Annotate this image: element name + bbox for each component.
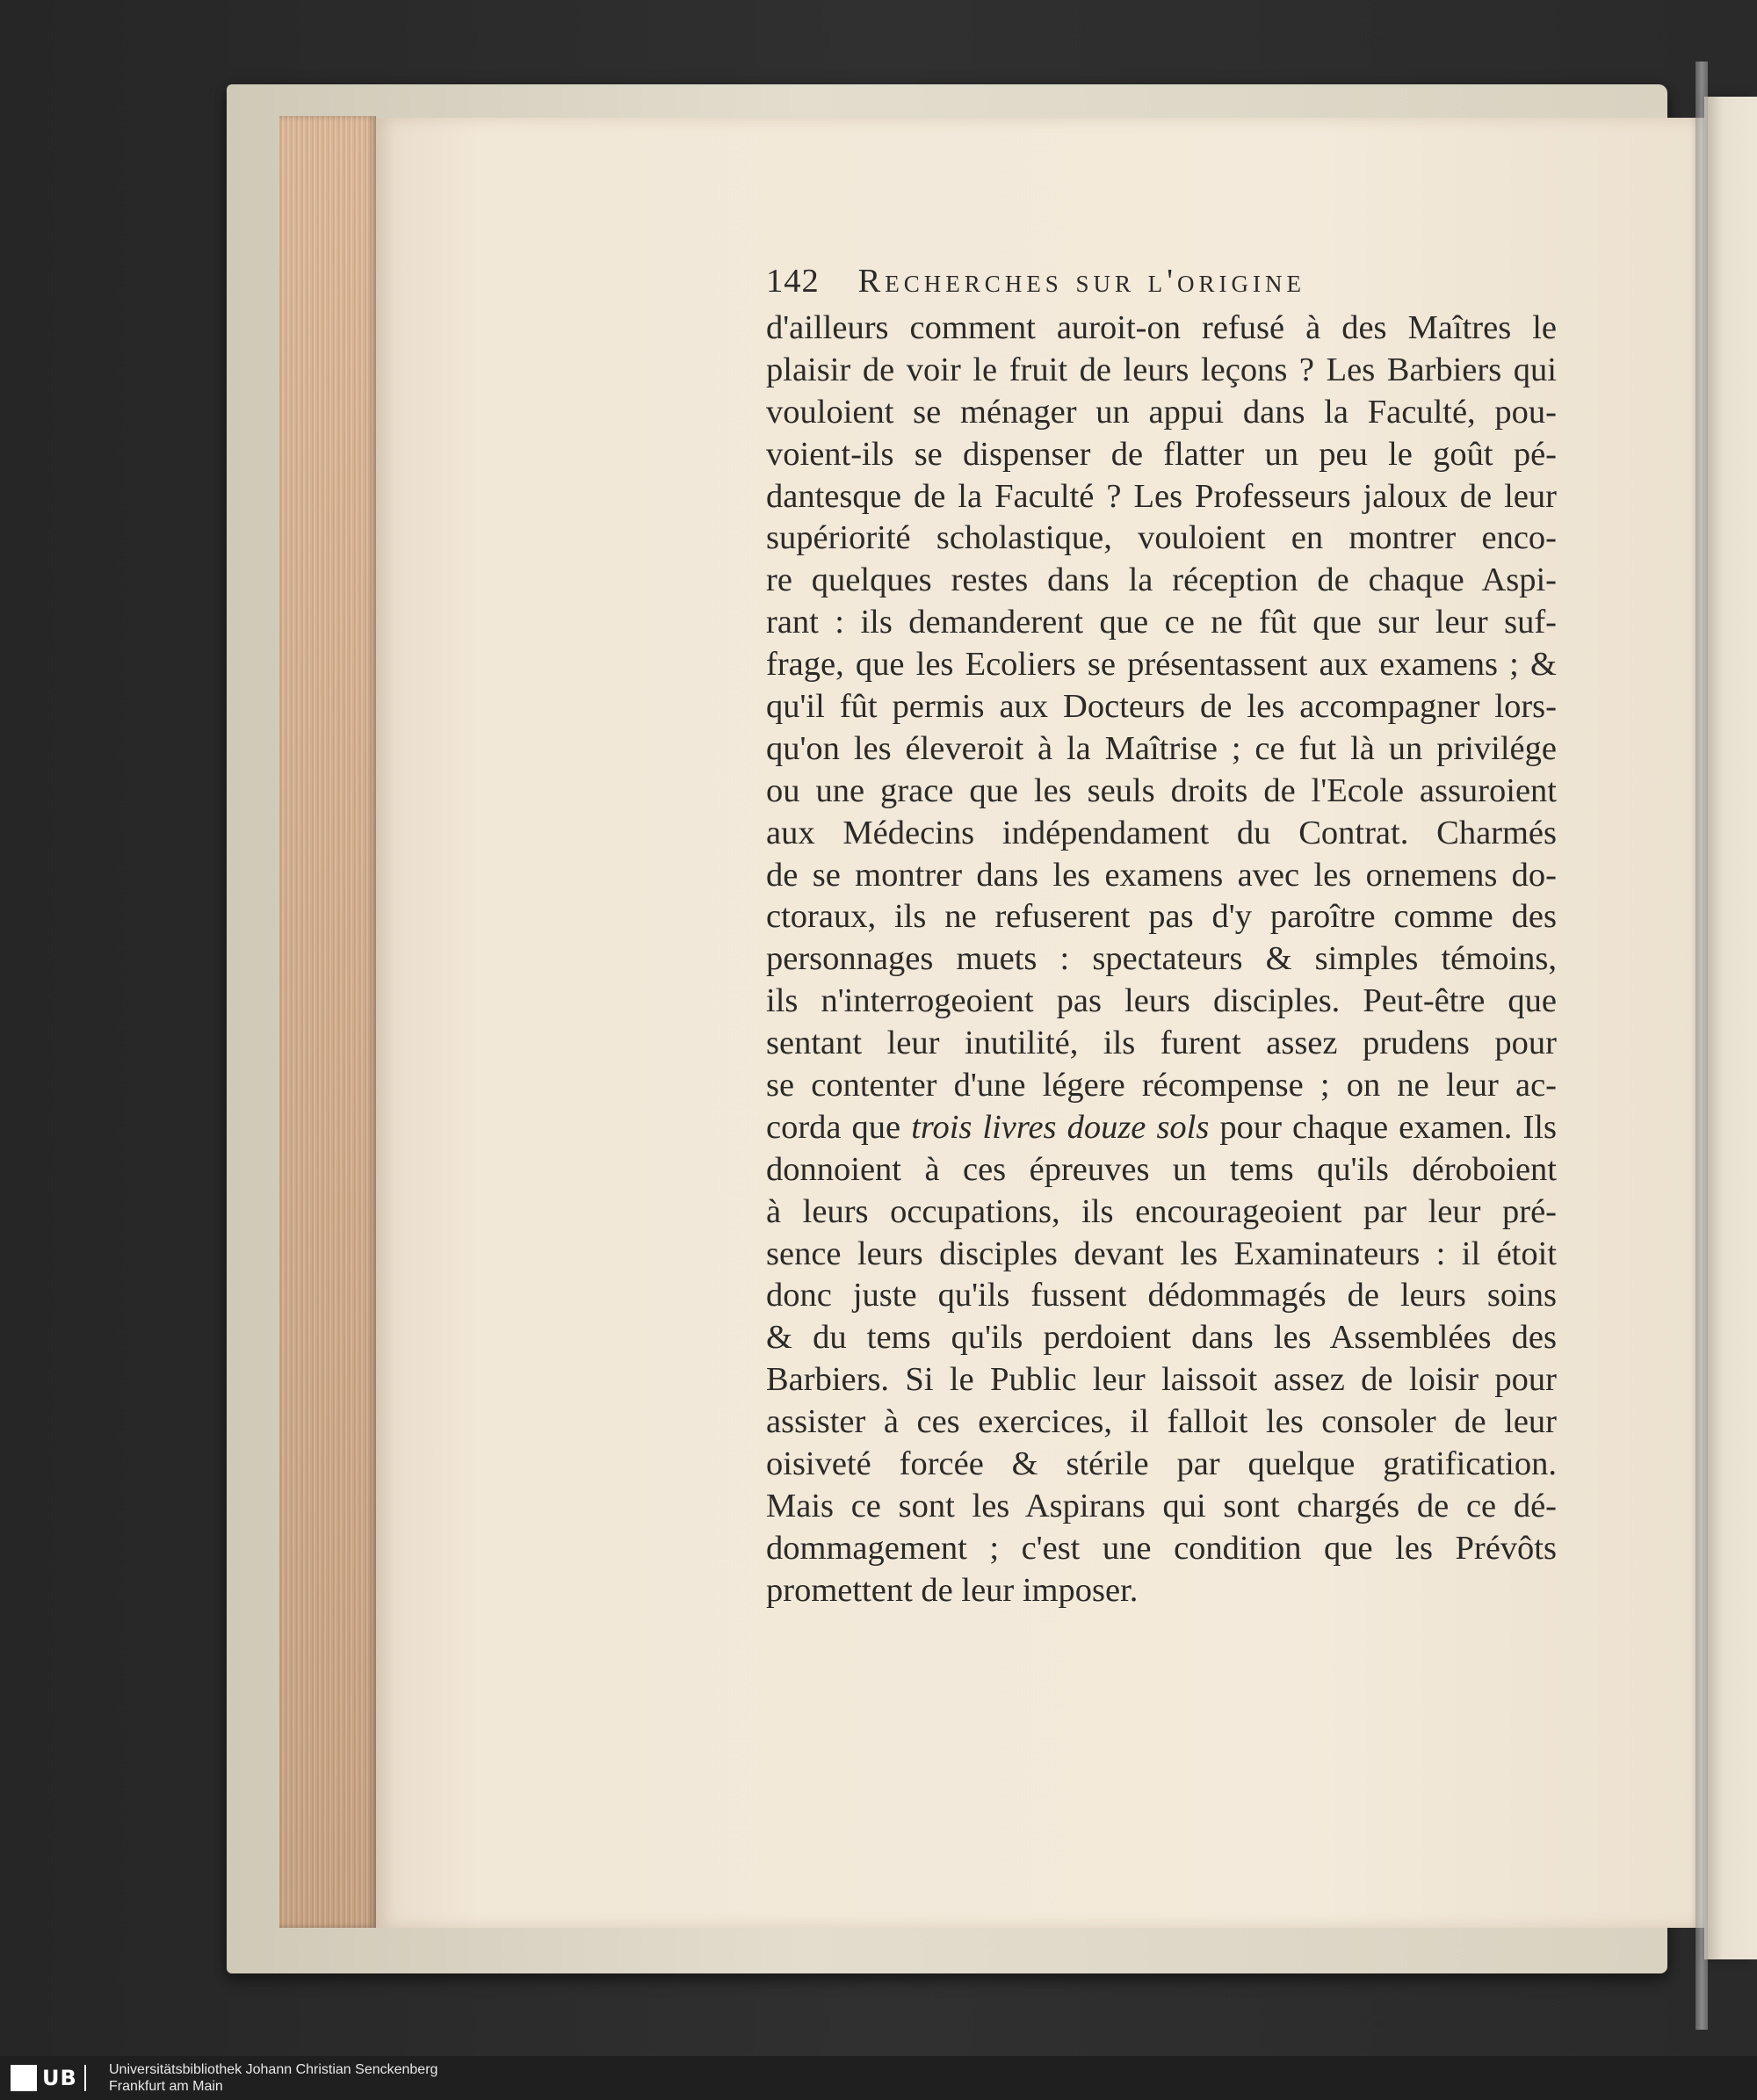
text-line: qu'on les éleveroit à la Maîtrise ; ce fut là un privilége	[766, 729, 1557, 767]
text-line: d'ailleurs comment auroit-on refusé à des Maîtres le	[766, 309, 1557, 346]
running-head	[766, 255, 1557, 308]
text-line: ils n'interrogeoient pas leurs disciples. Peut-être que	[766, 982, 1557, 1020]
text-line: donnoient à ces épreuves un tems qu'ils déroboient	[766, 1150, 1557, 1188]
page-number: 142	[766, 263, 820, 300]
text-line: donc juste qu'ils fussent dédommagés de leurs soins	[766, 1277, 1557, 1314]
text-line: Mais ce sont les Aspirans qui sont chargés de ce dé-	[766, 1487, 1557, 1524]
footer-bar	[0, 2056, 1757, 2100]
text-line-last: promettent de leur imposer.	[766, 1571, 1139, 1609]
text-line: se contenter d'une légere récompense ; on ne leur ac-	[766, 1067, 1557, 1104]
text-segment: corda que	[766, 1108, 912, 1146]
library-logo	[11, 2063, 86, 2093]
glass-clip	[1696, 62, 1708, 2030]
footer-credit	[109, 2061, 437, 2095]
facing-page-edge	[1704, 97, 1757, 1959]
text-line: Barbiers. Si le Public leur laissoit assez de loisir pour	[766, 1361, 1557, 1399]
text-line: frage, que les Ecoliers se présentassent aux examens ; &	[766, 646, 1557, 684]
page-block-edges	[279, 116, 376, 1928]
text-line: personnages muets : spectateurs & simples témoins,	[766, 940, 1557, 978]
logo-text: UB	[42, 2065, 86, 2091]
text-line: de se montrer dans les examens avec les ornemens do-	[766, 856, 1557, 894]
text-segment: pour chaque examen. Ils	[1209, 1108, 1557, 1146]
text-line: voient-ils se dispenser de flatter un peu le goût pé-	[766, 435, 1557, 473]
institution-name: Universitätsbibliothek Johann Christian Senckenberg	[109, 2062, 438, 2077]
text-line: rant : ils demanderent que ce ne fût que sur leur suf-	[766, 604, 1557, 641]
text-line: vouloient se ménager un appui dans la Faculté, pou-	[766, 393, 1557, 431]
text-line: dommagement ; c'est une condition que les Prévôts	[766, 1529, 1557, 1567]
text-line: ou une grace que les seuls droits de l'Ecole assuroient	[766, 771, 1557, 809]
text-line: supériorité scholastique, vouloient en montrer enco-	[766, 519, 1557, 557]
text-line: qu'il fût permis aux Docteurs de les accompagner lors-	[766, 688, 1557, 726]
page-text	[766, 255, 1557, 1612]
text-line: oisiveté forcée & stérile par quelque gratification.	[766, 1445, 1557, 1483]
text-line: dantesque de la Faculté ? Les Professeurs jaloux de leur	[766, 477, 1557, 515]
text-line: plaisir de voir le fruit de leurs leçons ? Les Barbiers qui	[766, 351, 1557, 388]
text-line: re quelques restes dans la réception de chaque Aspi-	[766, 561, 1557, 599]
text-line: aux Médecins indépendament du Contrat. Charmés	[766, 814, 1557, 851]
text-line: assister à ces exercices, il falloit les consoler de leur	[766, 1403, 1557, 1441]
text-line: sentant leur inutilité, ils furent assez prudens pour	[766, 1025, 1557, 1062]
text-line: & du tems qu'ils perdoient dans les Assemblées des	[766, 1319, 1557, 1357]
logo-mark-icon	[11, 2065, 37, 2091]
italic-phrase: trois livres douze sols	[911, 1108, 1210, 1146]
text-line: sence leurs disciples devant les Examinateurs : il étoit	[766, 1235, 1557, 1272]
text-line: à leurs occupations, ils encourageoient par leur pré-	[766, 1192, 1557, 1230]
running-title: Recherches sur l'origine	[857, 263, 1306, 300]
text-line: ctoraux, ils ne refuserent pas d'y paroître comme des	[766, 898, 1557, 936]
institution-location: Frankfurt am Main	[109, 2079, 223, 2094]
text-line-with-italic	[766, 1107, 1557, 1149]
